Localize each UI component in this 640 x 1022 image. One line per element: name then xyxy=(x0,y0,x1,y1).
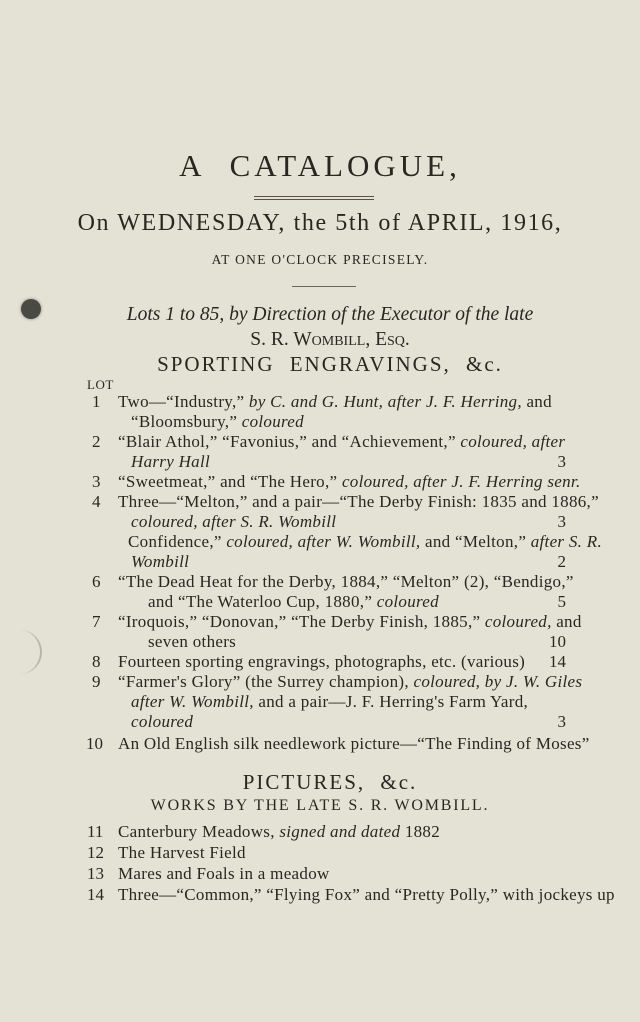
italic-text: coloured, after J. F. Herring senr. xyxy=(341,472,581,491)
text-span: “Sweetmeat,” and “The Hero,” xyxy=(118,472,342,491)
picture-description xyxy=(118,885,615,905)
text-span: and xyxy=(551,612,582,631)
text-span: Canterbury Meadows, xyxy=(118,822,280,841)
lot-number: 3 xyxy=(92,472,101,491)
text-span: Three—“Common,” “Flying Fox” and “Pretty Polly,” with jockeys up xyxy=(118,885,615,904)
text-span: and “The Waterloo Cup, 1880,” xyxy=(148,592,377,611)
picture-description xyxy=(118,843,246,863)
italic-text: coloured xyxy=(241,412,304,431)
lot-description-line xyxy=(118,492,599,512)
section-heading-engravings: SPORTING ENGRAVINGS, &c. xyxy=(157,352,503,376)
lot-number: 10 xyxy=(86,734,103,753)
lot-number: 4 xyxy=(92,492,101,511)
lot-description-line xyxy=(118,652,525,672)
text-span: seven others xyxy=(148,632,237,651)
italic-text: coloured, after W. Wombill, xyxy=(226,532,421,551)
lot-description-line xyxy=(131,412,304,432)
executor-direction xyxy=(0,302,640,352)
lot-quantity: 3 xyxy=(557,452,566,471)
text-span: 1882 xyxy=(400,822,441,841)
lot-description-line xyxy=(131,712,193,732)
picture-description xyxy=(118,864,330,884)
lot-quantity: 14 xyxy=(549,652,566,671)
text-span: Fourteen sporting engravings, photographs, etc. (various) xyxy=(118,652,526,671)
sale-date: On WEDNESDAY, the 5th of APRIL, 1916, xyxy=(77,210,563,236)
lot-description-line xyxy=(118,612,582,632)
italic-text: coloured, after xyxy=(460,432,566,451)
italic-text: coloured, by J. W. Giles xyxy=(413,672,583,691)
direction-line-2: S. R. Wombill, Esq. xyxy=(250,329,410,350)
text-span: Two—“Industry,” xyxy=(118,392,249,411)
lot-description-line xyxy=(148,592,439,612)
text-span: An Old English silk needlework picture—“The Finding of Moses” xyxy=(118,734,590,753)
lot-number: 12 xyxy=(87,843,104,862)
text-span: and a pair—J. F. Herring's Farm Yard, xyxy=(253,692,529,711)
lot-quantity: 3 xyxy=(557,512,566,531)
text-span: The Harvest Field xyxy=(118,843,246,862)
italic-text: by C. and G. Hunt, after J. F. Herring, xyxy=(248,392,522,411)
lot-number: 11 xyxy=(87,822,104,841)
text-span: “The Dead Heat for the Derby, 1884,” “Melton” (2), “Bendigo,” xyxy=(118,572,574,591)
italic-text: coloured, xyxy=(484,612,552,631)
lot-column-header: LOT xyxy=(87,377,114,392)
direction-line-1: Lots 1 to 85, by Direction of the Executor of the late xyxy=(126,304,534,325)
lot-description-line xyxy=(118,472,581,492)
paper-crease xyxy=(12,630,42,674)
lot-description-line xyxy=(118,432,565,452)
lot-number: 7 xyxy=(92,612,101,631)
italic-text: coloured xyxy=(376,592,439,611)
section-heading-pictures: PICTURES, &c. xyxy=(242,770,418,794)
text-span: “Iroquois,” “Donovan,” “The Derby Finish, 1885,” xyxy=(118,612,485,631)
text-span: “Blair Athol,” “Favonius,” and “Achievement,” xyxy=(118,432,461,451)
lot-description-line xyxy=(131,692,528,712)
lot-number: 1 xyxy=(92,392,101,411)
lot-number: 9 xyxy=(92,672,101,691)
text-span: Confidence,” xyxy=(128,532,227,551)
catalogue-title: A CATALOGUE, xyxy=(179,148,461,183)
text-span: Mares and Foals in a meadow xyxy=(118,864,330,883)
picture-description xyxy=(118,822,440,842)
sale-time: AT ONE O'CLOCK PRECISELY. xyxy=(211,252,429,267)
text-span: “Farmer's Glory” (the Surrey champion), xyxy=(118,672,414,691)
lot-quantity: 5 xyxy=(557,592,566,611)
lot-description-line xyxy=(118,672,582,692)
lot-number: 8 xyxy=(92,652,101,671)
lot-number: 14 xyxy=(87,885,104,904)
lot-description-line xyxy=(128,532,602,552)
lot-number: 13 xyxy=(87,864,104,883)
lot-quantity: 10 xyxy=(549,632,566,651)
lot-number: 6 xyxy=(92,572,101,591)
lot-description-line xyxy=(131,452,210,472)
title-rule xyxy=(254,196,374,200)
lot-description-line xyxy=(148,632,236,652)
text-span: and “Melton,” xyxy=(420,532,531,551)
italic-text: after W. Wombill, xyxy=(131,692,254,711)
italic-text: Harry Hall xyxy=(131,452,211,471)
lot-quantity: 2 xyxy=(557,552,566,571)
italic-text: signed and dated xyxy=(279,822,401,841)
lot-description-line xyxy=(118,392,552,412)
italic-text: Wombill xyxy=(131,552,190,571)
lot-description-line xyxy=(131,552,189,572)
italic-text: after S. R. xyxy=(530,532,603,551)
lot-description-line xyxy=(118,572,574,592)
lot-number: 2 xyxy=(92,432,101,451)
lot-description-line xyxy=(131,512,336,532)
divider-rule xyxy=(292,286,356,287)
text-span: and xyxy=(521,392,552,411)
lot-description-line xyxy=(118,734,590,754)
text-span: “Bloomsbury,” xyxy=(131,412,242,431)
text-span: Three—“Melton,” and a pair—“The Derby Finish: 1835 and 1886,” xyxy=(118,492,599,511)
section-subheading-wombill: WORKS BY THE LATE S. R. WOMBILL. xyxy=(150,797,490,814)
italic-text: coloured, after S. R. Wombill xyxy=(131,512,337,531)
lot-quantity: 3 xyxy=(557,712,566,731)
italic-text: coloured xyxy=(131,712,194,731)
